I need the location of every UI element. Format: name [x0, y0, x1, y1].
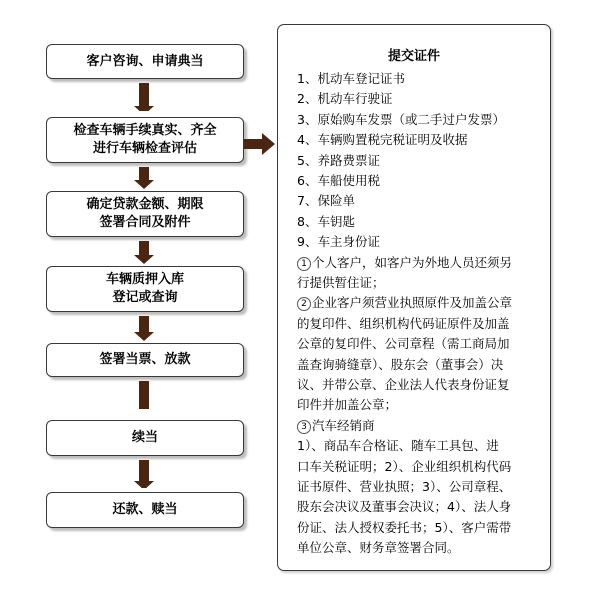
flow-step [46, 266, 244, 312]
panel-line-text: 1、机动车登记证书 [297, 71, 405, 86]
flow-step [46, 117, 244, 163]
panel-line-text: 证书原件、营业执照；3）、公司章程、 [297, 479, 512, 494]
flow-step-label: 客户咨询、申请典当 [86, 53, 204, 69]
panel-line [297, 416, 375, 434]
flow-step-label: 签署当票、放款 [99, 352, 191, 367]
panel-line-text: 个人客户，如客户为外地人员还须另 [312, 254, 513, 270]
panel-line-text: 7、保险单 [297, 193, 355, 209]
panel-line-text: 口车关税证明；2）、企业组织机构代码 [297, 458, 512, 474]
panel-line-text: 行提供暂住证； [297, 275, 385, 290]
panel-line-text: 汽车经销商 [312, 417, 375, 433]
panel-line-text: 4、车辆购置税完税证明及收据 [297, 132, 468, 148]
panel-line [297, 89, 392, 107]
panel-line [297, 518, 511, 536]
flow-step-label: 还款、赎当 [112, 502, 178, 517]
panel-line-text: 盖查询骑缝章）、股东会（董事会）决 [297, 356, 504, 372]
panel-line-text: 份证、法人授权委托书；5）、客户需带 [297, 519, 512, 535]
panel-line-text: 企业客户须营业执照原件及加盖公章 [312, 295, 513, 311]
panel-line [297, 293, 512, 311]
flow-step [46, 191, 244, 237]
down-arrow-icon [134, 316, 154, 344]
down-arrow-icon [134, 83, 154, 111]
panel-line-text: 6、车船使用税 [297, 173, 380, 188]
panel-line [297, 171, 380, 189]
panel-line [297, 395, 397, 413]
panel-line-text: 印件并加盖公章； [297, 397, 398, 413]
panel-line [297, 232, 380, 250]
panel-line-text: 3、原始购车发票（或二手过户发票） [297, 111, 505, 127]
panel-line-text: 单位公章、财务章签署合同。 [297, 540, 460, 556]
panel-line-text: 5、养路费票证 [297, 152, 380, 168]
panel-line [297, 273, 385, 291]
panel-line [297, 355, 503, 373]
panel-line [297, 375, 510, 393]
panel-line [297, 477, 511, 495]
circled-number-icon: 1 [297, 257, 311, 271]
panel-line-text: 的复印件、组织机构代码证原件及加盖 [297, 315, 510, 331]
flow-step [46, 492, 244, 528]
down-arrow-icon [134, 241, 154, 269]
flow-step-label: 登记或查询 [112, 290, 178, 305]
panel-line [297, 191, 355, 209]
panel-line [297, 130, 467, 148]
panel-line [297, 457, 511, 475]
panel-line [297, 110, 505, 128]
panel-line-text: 股东会决议及董事会决议；4）、法人身 [297, 499, 512, 515]
flow-step [46, 420, 244, 456]
panel-line [297, 212, 355, 230]
panel-line-text: 议、并带公章、企业法人代表身份证复 [297, 377, 510, 392]
circled-number-icon: 3 [297, 420, 311, 434]
flow-step [46, 44, 244, 79]
panel-line-text: 8、车钥匙 [297, 213, 355, 229]
panel-line-text: 1）、商品车合格证、随车工具包、进 [297, 438, 499, 454]
down-arrow-icon [134, 381, 154, 409]
panel-line [297, 69, 405, 87]
flow-step [46, 343, 244, 377]
circled-number-icon: 2 [297, 297, 311, 311]
documents-panel [277, 24, 551, 571]
panel-line [297, 538, 460, 556]
panel-line [297, 436, 499, 454]
panel-line [297, 497, 511, 515]
panel-line [297, 314, 510, 332]
flow-step-label: 检查车辆手续真实、齐全 [73, 123, 217, 138]
panel-title: 提交证件 [387, 49, 440, 64]
flow-step-label: 续当 [131, 430, 158, 445]
panel-line [297, 151, 380, 169]
right-arrow-icon [244, 133, 276, 155]
flow-step-label: 车辆质押入库 [105, 272, 184, 287]
panel-line-text: 9、车主身份证 [297, 234, 380, 250]
panel-line [297, 334, 510, 352]
flow-step-label: 进行车辆检查评估 [92, 141, 197, 156]
flow-step-label: 签署合同及附件 [99, 215, 191, 230]
panel-line [297, 253, 512, 271]
flow-step-label: 确定贷款金额、期限 [86, 197, 204, 212]
panel-line-text: 公章的复印件、公司章程（需工商局加 [297, 336, 510, 352]
down-arrow-icon [134, 460, 154, 488]
panel-line-text: 2、机动车行驶证 [297, 91, 393, 107]
